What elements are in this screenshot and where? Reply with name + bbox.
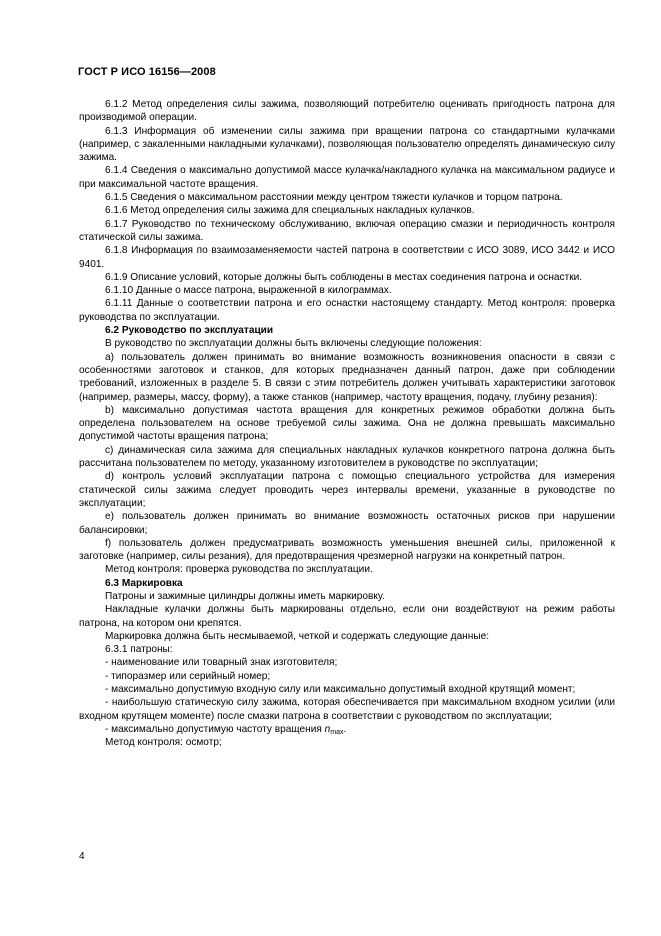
list-item-a: а) пользователь должен принимать во внимание возможность возникновения опасности в связи с особенностями заготовок и станков, для которых предназначен данный патрон, даже при соблюдении требований, изложенных в разделе 5. В связи с этим потребитель должен учитывать характеристики заготовок (например, размеры, массу, форму), а также станков (например, частоту вращения, подачу, глубину резания): — [79, 351, 615, 403]
clause-6-1-11: 6.1.11 Данные о соответствии патрона и его оснастки настоящему стандарту. Метод контроля: проверка руководства по эксплуатации. — [79, 298, 615, 323]
section-heading-6-2: 6.2 Руководство по эксплуатации — [105, 325, 274, 337]
clause-6-1-4: 6.1.4 Сведения о максимально допустимой массе кулачка/накладного кулачка на максимальном радиусе и при максимальной частоте вращения. — [79, 165, 615, 190]
dash-item-text: - максимально допустимую частоту вращения — [105, 723, 325, 735]
list-item-c: c) динамическая сила зажима для специальных накладных кулачков конкретного патрона должна быть рассчитана пользователем по методу, указанному изготовителем в руководстве по эксплуатации; — [79, 444, 615, 470]
symbol-subscript: max — [330, 728, 344, 736]
paragraph: Маркировка должна быть несмываемой, четкой и содержать следующие данные: — [105, 630, 490, 642]
document-body — [79, 98, 615, 750]
dash-item: - типоразмер или серийный номер; — [105, 670, 271, 682]
clause-6-1-5: 6.1.5 Сведения о максимальном расстоянии между центром тяжести кулачков и торцом патрона. — [105, 192, 563, 204]
dash-item: - наибольшую статическую силу зажима, которая обеспечивается при максимальном входном усилии (или входном крутящем моменте) после смазки патрона в соответствии с руководством по эксплуатации; — [79, 697, 615, 722]
paragraph: Патроны и зажимные цилиндры должны иметь маркировку. — [105, 590, 385, 602]
clause-6-1-7: 6.1.7 Руководство по техническому обслуживанию, включая операцию смазки и периодичность контроля статической силы зажима. — [79, 218, 615, 243]
clause-6-1-8: 6.1.8 Информация по взаимозаменяемости частей патрона в соответствии с ИСО 3089, ИСО 3442 и ИСО 9401. — [79, 245, 615, 270]
paragraph: Метод контроля: осмотр; — [105, 737, 222, 749]
clause-6-1-10: 6.1.10 Данные о массе патрона, выраженной в килограммах. — [105, 285, 392, 297]
paragraph: Накладные кулачки должны быть маркированы отдельно, если они воздействуют на режим работы патрона, на котором они крепятся. — [79, 604, 615, 629]
dash-item-end: . — [343, 723, 347, 735]
list-item-b: b) максимально допустимая частота вращения для конкретных режимов обработки должна быть определена пользователем на основе требуемой силы зажима. Она не должна превышать максимально допустимой частоты вращения патрона; — [79, 404, 615, 443]
clause-6-3-1: 6.3.1 патроны: — [105, 644, 173, 656]
list-item-e: e) пользователь должен принимать во внимание возможность остаточных рисков при нарушении балансировки; — [79, 511, 615, 536]
clause-6-1-9: 6.1.9 Описание условий, которые должны быть соблюдены в местах соединения патрона и оснастки. — [105, 271, 583, 283]
section-heading-6-3: 6.3 Маркировка — [105, 577, 183, 589]
dash-item: - наименование или товарный знак изготовителя; — [105, 657, 338, 669]
dash-item-max-speed — [79, 723, 615, 736]
paragraph: В руководство по эксплуатации должны быть включены следующие положения: — [105, 338, 482, 350]
symbol-n: n — [324, 723, 331, 735]
dash-item: - максимально допустимую входную силу или максимально допустимый входной крутящий момент; — [105, 684, 576, 696]
clause-6-1-3: 6.1.3 Информация об изменении силы зажима при вращении патрона со стандартными кулачками (например, с закаленными накладными кулачками), позволяющая пользователю определять динамическую силу зажима. — [79, 125, 615, 164]
document-header: ГОСТ Р ИСО 16156—2008 — [78, 66, 216, 78]
clause-6-1-2: 6.1.2 Метод определения силы зажима, позволяющий потребителю оценивать пригодность патрона для производимой операции. — [79, 99, 615, 124]
clause-6-1-6: 6.1.6 Метод определения силы зажима для специальных накладных кулачков. — [105, 205, 475, 217]
page-number: 4 — [79, 851, 85, 862]
paragraph: Метод контроля: проверка руководства по эксплуатации. — [105, 564, 373, 576]
list-item-f: f) пользователь должен предусматривать возможность уменьшения внешней силы, приложенной к заготовке (например, силы резания), для предотвращения чрезмерной нагрузки на конкретный патрон. — [79, 537, 615, 563]
list-item-d: d) контроль условий эксплуатации патрона с помощью специального устройства для измерения статической силы зажима следует проводить через интервалы времени, указанные в руководстве по эксплуатации; — [79, 471, 615, 509]
